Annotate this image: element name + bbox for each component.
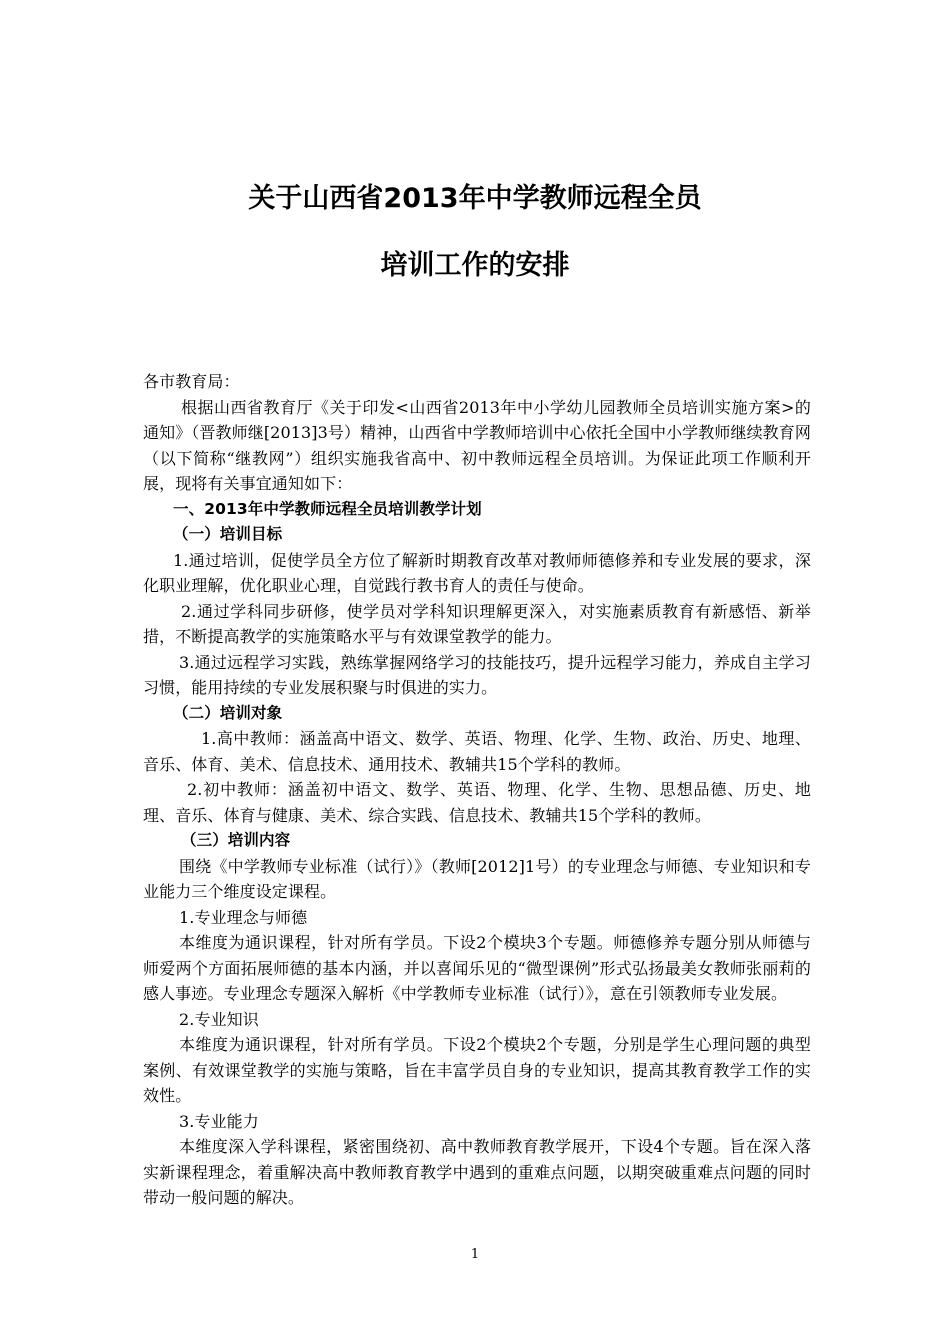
salutation: 各市教育局： — [143, 372, 240, 391]
document-title-line1: 关于山西省2013年中学教师远程全员 — [248, 183, 702, 214]
content-sub1-text: 本维度为通识课程，针对所有学员。下设2个模块3个专题。师德修养专题分别从师德与师爱两个方面拓展师德的基本内涵，并以喜闻乐见的“微型课例”形式弘扬最美女教师张丽莉的感人事迹。专业理念专题深入解析《中学教师专业标准（试行）》，意在引领教师专业发展。 — [143, 933, 811, 1003]
content-sub2-text: 本维度为通识课程，针对所有学员。下设2个模块2个专题，分别是学生心理问题的典型案例、有效课堂教学的实施与策略，旨在丰富学员自身的专业知识，提高其教育教学工作的实效性。 — [143, 1035, 811, 1105]
section-1-heading: 一、2013年中学教师远程全员培训教学计划 — [173, 499, 482, 518]
content-sub2-title: 2.专业知识 — [179, 1009, 259, 1029]
goal-item-3: 3.通过远程学习实践，熟练掌握网络学习的技能技巧，提升远程学习能力，养成自主学习习惯，能用持续的专业发展积聚与时俱进的实力。 — [143, 652, 811, 697]
goal-item-2: 2.通过学科同步研修，使学员对学科知识理解更深入，对实施素质教育有新感悟、新举措，不断提高教学的实施策略水平与有效课堂教学的能力。 — [143, 601, 811, 646]
page-number: 1 — [470, 1247, 480, 1262]
content-sub3-text: 本维度深入学科课程，紧密围绕初、高中教师教育教学展开，下设4个专题。旨在深入落实新课程理念，着重解决高中教师教育教学中遇到的重难点问题，以期突破重难点问题的同时带动一般问题的解决。 — [143, 1137, 811, 1207]
content-intro: 围绕《中学教师专业标准（试行）》（教师[2012]1号）的专业理念与师德、专业知识和专业能力三个维度设定课程。 — [143, 856, 811, 901]
intro-paragraph: 根据山西省教育厅《关于印发<山西省2013年中小学幼儿园教师全员培训实施方案>的通知》（晋教师继[2013]3号）精神，山西省中学教师培训中心依托全国中小学教师继续教育网（以下简称“继教网”）组织实施我省高中、初中教师远程全员培训。为保证此项工作顺利开展，现将有关事宜通知如下： — [143, 397, 811, 493]
content-sub1-title: 1.专业理念与师德 — [179, 907, 308, 927]
goal-item-1: 1.通过培训，促使学员全方位了解新时期教育改革对教师师德修养和专业发展的要求，深化职业理解，优化职业心理，自觉践行教书育人的责任与使命。 — [143, 550, 811, 595]
document-body — [143, 369, 811, 1211]
target-item-1: 1.高中教师：涵盖高中语文、数学、英语、物理、化学、生物、政治、历史、地理、音乐、体育、美术、信息技术、通用技术、教辅共15个学科的教师。 — [143, 729, 811, 774]
targets-heading: （二）培训对象 — [173, 703, 283, 722]
goals-heading: （一）培训目标 — [173, 525, 283, 543]
content-sub3-title: 3.专业能力 — [179, 1111, 259, 1131]
document-title-line2: 培训工作的安排 — [380, 250, 570, 281]
content-heading: （三）培训内容 — [181, 831, 291, 849]
target-item-2: 2.初中教师：涵盖初中语文、数学、英语、物理、化学、生物、思想品德、历史、地理、音乐、体育与健康、美术、综合实践、信息技术、教辅共15个学科的教师。 — [143, 780, 811, 825]
